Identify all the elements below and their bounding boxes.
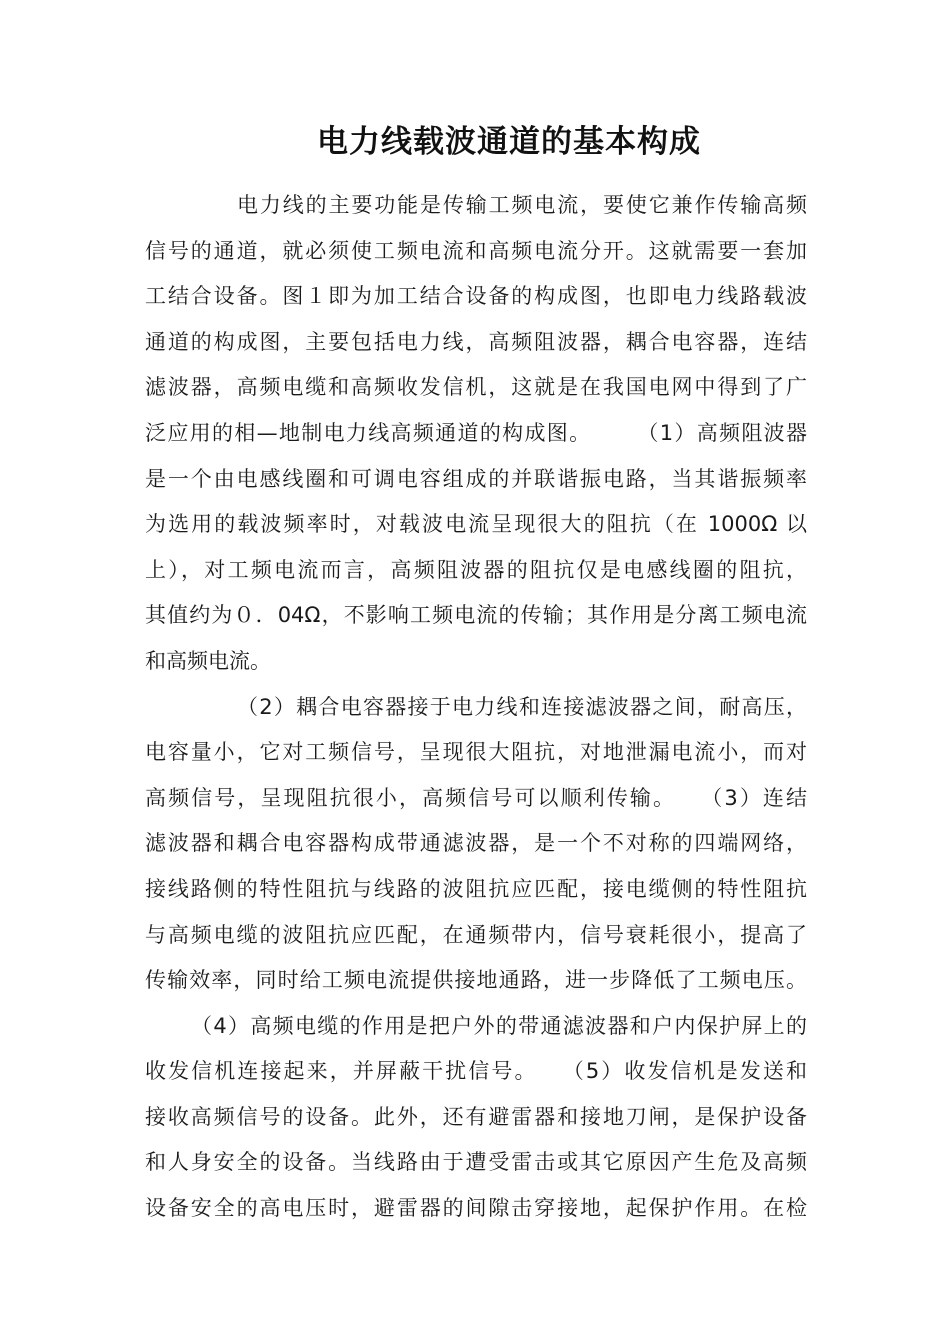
document-body [145, 183, 807, 1232]
paragraph-line: 和高频电流。 [145, 648, 271, 673]
paragraph-line: 接线路侧的特性阻抗与线路的波阻抗应匹配，接电缆侧的特性阻抗 [145, 876, 807, 901]
paragraph-line: （2）耦合电容器接于电力线和连接滤波器之间，耐高压， [237, 694, 807, 719]
paragraph-line: 和人身安全的设备。当线路由于遭受雷击或其它原因产生危及高频 [145, 1150, 807, 1175]
paragraph-line: 收发信机连接起来，并屏蔽干扰信号。 （5）收发信机是发送和 [145, 1059, 807, 1084]
paragraph-line: 电容量小，它对工频信号，呈现很大阻抗，对地泄漏电流小，而对 [145, 740, 807, 765]
document-title: 电力线载波通道的基本构成 [317, 124, 701, 160]
paragraph-line: 为选用的载波频率时，对载波电流呈现很大的阻抗（在 1000Ω 以 [145, 512, 807, 537]
paragraph-line: （4）高频电缆的作用是把户外的带通滤波器和户内保护屏上的 [191, 1013, 807, 1038]
paragraph-line: 电力线的主要功能是传输工频电流，要使它兼作传输高频 [237, 193, 807, 217]
paragraph-line: 信号的通道，就必须使工频电流和高频电流分开。这就需要一套加 [145, 238, 807, 263]
paragraph-line: 工结合设备。图１即为加工结合设备的构成图，也即电力线路载波 [145, 284, 807, 309]
paragraph-line: 高频信号，呈现阻抗很小，高频信号可以顺利传输。 （3）连结 [145, 785, 807, 810]
paragraph-line: 传输效率，同时给工频电流提供接地通路，进一步降低了工频电压。 [145, 968, 807, 993]
paragraph-line: 与高频电缆的波阻抗应匹配，在通频带内，信号衰耗很小，提高了 [145, 922, 807, 947]
paragraph-line: 上），对工频电流而言，高频阻波器的阻抗仅是电感线圈的阻抗， [145, 557, 807, 582]
paragraph-line: 设备安全的高电压时，避雷器的间隙击穿接地，起保护作用。在检 [145, 1196, 807, 1221]
paragraph-line: 其值约为０．04Ω，不影响工频电流的传输；其作用是分离工频电流 [145, 603, 807, 628]
paragraph-line: 接收高频信号的设备。此外，还有避雷器和接地刀闸，是保护设备 [145, 1104, 807, 1129]
paragraph-line: 泛应用的相—地制电力线高频通道的构成图。 （1）高频阻波器 [145, 420, 807, 445]
paragraph-line: 是一个由电感线圈和可调电容组成的并联谐振电路，当其谐振频率 [145, 466, 807, 491]
paragraph-line: 滤波器和耦合电容器构成带通滤波器，是一个不对称的四端网络， [145, 831, 807, 856]
paragraph-line: 滤波器，高频电缆和高频收发信机，这就是在我国电网中得到了广 [145, 375, 807, 400]
paragraph-line: 通道的构成图，主要包括电力线，高频阻波器，耦合电容器，连结 [145, 329, 807, 354]
